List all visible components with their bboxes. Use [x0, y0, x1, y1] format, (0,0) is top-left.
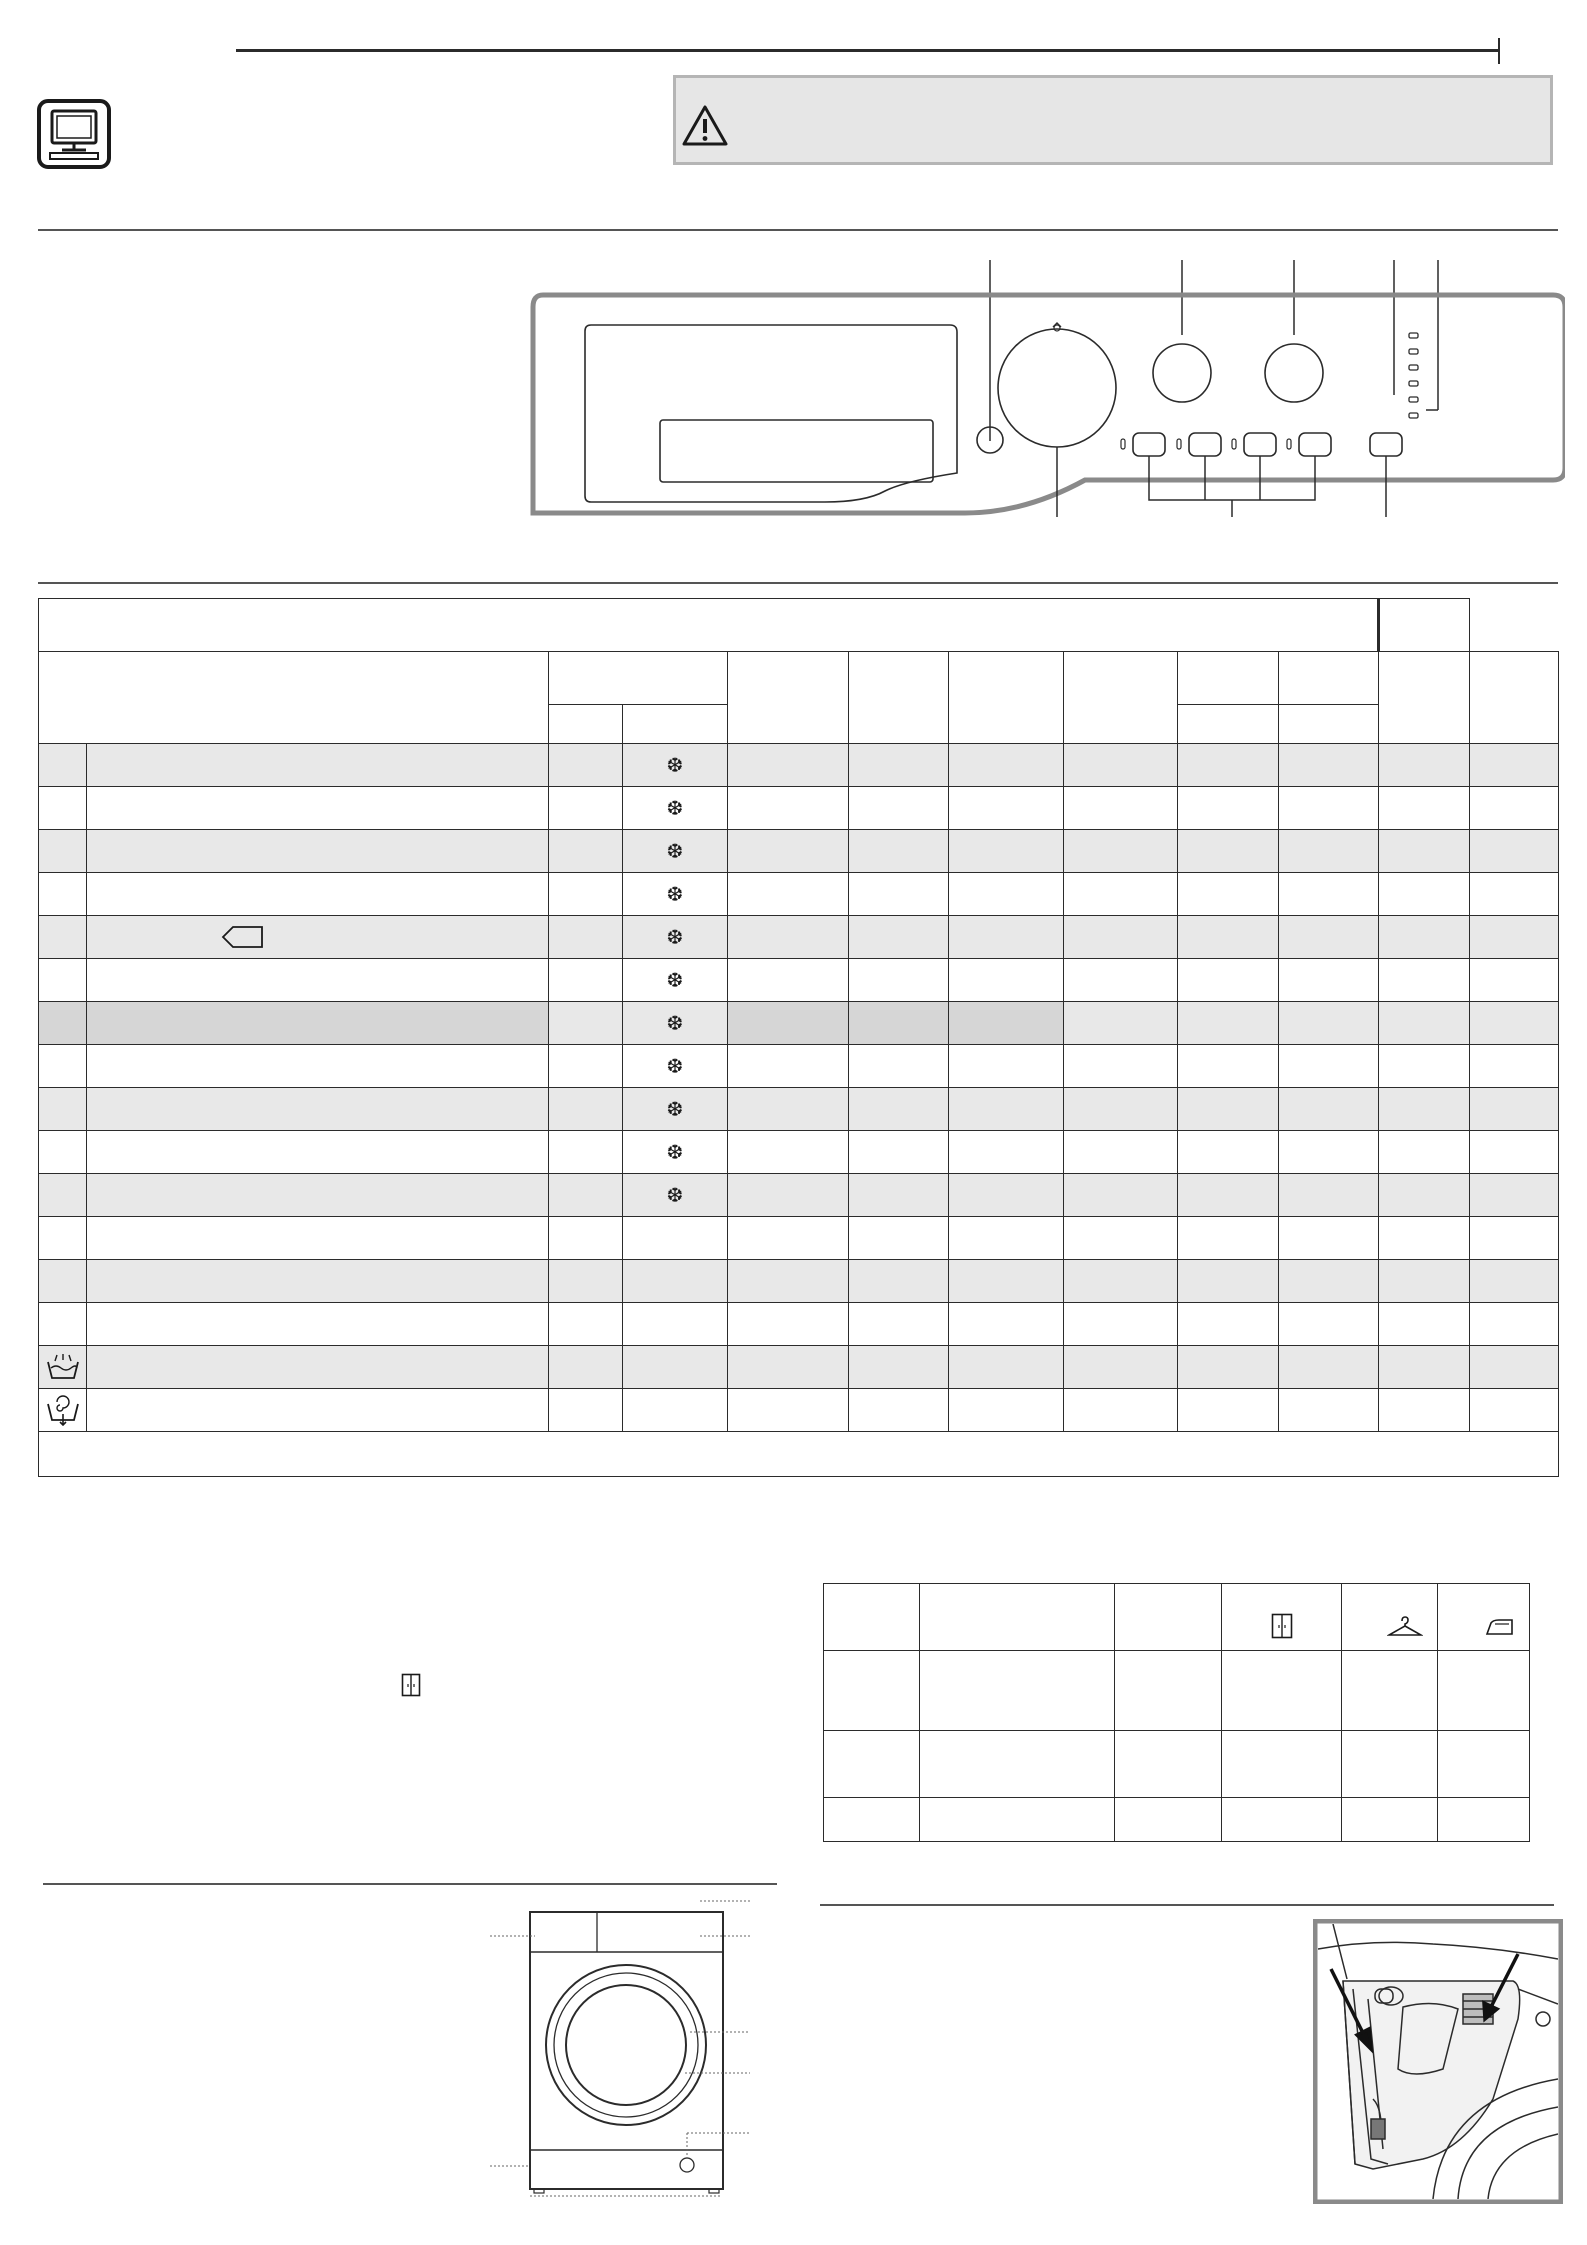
table-row: [39, 1174, 1559, 1217]
table-cell: [728, 1088, 849, 1131]
table-cell: [849, 1002, 949, 1045]
header-cell: [1279, 705, 1379, 744]
table-cell: [1470, 1346, 1559, 1389]
table-cell: [1379, 1303, 1470, 1346]
header-cell: [1279, 652, 1379, 705]
header-cell: [623, 705, 728, 744]
table-cell: [1178, 1131, 1279, 1174]
table-cell: [1379, 1174, 1470, 1217]
table-cell: [549, 916, 623, 959]
table-cell: [949, 1002, 1064, 1045]
table-row: [39, 1045, 1559, 1088]
rinse-icon: [45, 1352, 81, 1382]
snowflake-icon: ❆: [666, 1140, 684, 1164]
table-cell: [87, 1088, 549, 1131]
table-cell: [549, 1174, 623, 1217]
table-cell: [728, 1131, 849, 1174]
table-cell: [1470, 1303, 1559, 1346]
section-divider-4: [820, 1904, 1554, 1906]
table-cell: [87, 873, 549, 916]
table-cell: [1342, 1798, 1438, 1842]
table-cell: [1064, 1389, 1178, 1432]
header-cell: [1178, 705, 1279, 744]
top-rule-tick: [1498, 38, 1500, 64]
table-cell: [1178, 1389, 1279, 1432]
table-cell: [849, 1260, 949, 1303]
table-cell: [949, 1346, 1064, 1389]
table-cell: [728, 1174, 849, 1217]
table-cell: [1064, 787, 1178, 830]
table-cell: [549, 1346, 623, 1389]
table-cell: [1379, 1088, 1470, 1131]
table-row: [39, 1217, 1559, 1260]
snowflake-icon: ❆: [666, 968, 684, 992]
table-cell: [949, 1131, 1064, 1174]
table-cell: [1379, 1260, 1470, 1303]
table-cell: [849, 830, 949, 873]
table-cell: [728, 1002, 849, 1045]
table-cell: [1064, 1131, 1178, 1174]
snowflake-icon: ❆: [666, 925, 684, 949]
table-cell: [1279, 1346, 1379, 1389]
table-cell: [949, 916, 1064, 959]
table-cell: [1279, 1045, 1379, 1088]
monitor-icon: [36, 98, 112, 170]
table-cell: [849, 1303, 949, 1346]
table-cell: [39, 1260, 87, 1303]
table-cell: [728, 830, 849, 873]
table-cell: [1178, 873, 1279, 916]
table-cell: [1115, 1798, 1222, 1842]
table-cell: [87, 744, 549, 787]
header-cell: [39, 652, 549, 744]
header-cell: [39, 599, 1379, 652]
table-cell: [1064, 1346, 1178, 1389]
table-cell: [1438, 1651, 1530, 1731]
table-cell: [623, 1088, 728, 1131]
table-cell: [728, 873, 849, 916]
table-cell: [39, 744, 87, 787]
header-cell: [549, 652, 728, 705]
table-cell: [623, 1260, 728, 1303]
spin-drain-icon: [45, 1394, 81, 1426]
table-cell: [87, 1174, 549, 1217]
header-cell: [1470, 652, 1559, 744]
table-row: [39, 916, 1559, 959]
table-cell: [1438, 1584, 1530, 1651]
table-cell: [549, 959, 623, 1002]
table-cell: [549, 1303, 623, 1346]
table-cell: [728, 1303, 849, 1346]
table-cell: [623, 1303, 728, 1346]
table-cell: [1115, 1584, 1222, 1651]
table-cell: [1379, 1045, 1470, 1088]
table-cell: [39, 1002, 87, 1045]
table-row: [39, 1389, 1559, 1432]
table-cell: [1379, 1346, 1470, 1389]
drying-table: [823, 1583, 1530, 1842]
table-cell: [728, 959, 849, 1002]
label-tag-icon: [221, 924, 265, 950]
table-cell: [1178, 1260, 1279, 1303]
table-cell: [39, 873, 87, 916]
table-cell: [87, 1002, 549, 1045]
table-cell: [849, 1389, 949, 1432]
table-cell: [623, 1045, 728, 1088]
table-cell: [1279, 1217, 1379, 1260]
table-row: [39, 1303, 1559, 1346]
table-cell: [849, 1088, 949, 1131]
table-cell: [728, 1389, 849, 1432]
table-cell: [949, 1389, 1064, 1432]
table-cell: [824, 1651, 920, 1731]
table-row: [824, 1731, 1530, 1798]
table-cell: [1178, 959, 1279, 1002]
header-cell: [1064, 652, 1178, 744]
table-cell: [39, 916, 87, 959]
snowflake-icon: ❆: [666, 796, 684, 820]
table-cell: [1178, 1303, 1279, 1346]
table-cell: [849, 1131, 949, 1174]
section-divider-2: [38, 582, 1558, 584]
table-cell: [39, 1131, 87, 1174]
table-cell: [549, 873, 623, 916]
table-row: [39, 1088, 1559, 1131]
table-cell: [39, 1088, 87, 1131]
warning-triangle-icon: [681, 104, 729, 148]
table-cell: [728, 1217, 849, 1260]
snowflake-icon: ❆: [666, 1054, 684, 1078]
table-cell: [1279, 830, 1379, 873]
table-cell: [1342, 1584, 1438, 1651]
table-cell: [1178, 1217, 1279, 1260]
table-cell: [623, 787, 728, 830]
table-cell: [39, 787, 87, 830]
table-cell: [1470, 1088, 1559, 1131]
table-cell: [849, 873, 949, 916]
table-cell: [849, 1045, 949, 1088]
table-cell: [549, 1260, 623, 1303]
table-cell: [549, 1045, 623, 1088]
table-row: [39, 1346, 1559, 1389]
header-cell: [949, 652, 1064, 744]
table-cell: [623, 1174, 728, 1217]
table-cell: [1064, 1002, 1178, 1045]
control-panel-diagram: [525, 255, 1565, 535]
table-cell: [1064, 1260, 1178, 1303]
snowflake-icon: ❆: [666, 753, 684, 777]
table-cell: [1064, 1088, 1178, 1131]
table-cell: [549, 1088, 623, 1131]
table-cell: [549, 1389, 623, 1432]
table-row: [39, 1260, 1559, 1303]
table-cell: [949, 1088, 1064, 1131]
section-divider-1: [38, 229, 1558, 231]
table-cell: [1222, 1798, 1342, 1842]
table-cell: [623, 873, 728, 916]
iron-icon: [1485, 1617, 1515, 1637]
table-cell: [623, 1131, 728, 1174]
table-cell: [549, 744, 623, 787]
table-cell: [849, 1346, 949, 1389]
table-cell: [1470, 787, 1559, 830]
table-cell: [1379, 787, 1470, 830]
table-cell: [623, 959, 728, 1002]
table-cell: [949, 1217, 1064, 1260]
table-cell: [623, 1346, 728, 1389]
table-cell: [39, 959, 87, 1002]
table-cell: [1064, 1174, 1178, 1217]
snowflake-icon: ❆: [666, 1011, 684, 1035]
header-cell: [728, 652, 849, 744]
header-cell: [1379, 599, 1470, 652]
table-cell: [1279, 744, 1379, 787]
table-cell: [949, 830, 1064, 873]
table-cell: [623, 744, 728, 787]
table-cell: [949, 1303, 1064, 1346]
table-row: [824, 1651, 1530, 1731]
header-cell: [849, 652, 949, 744]
table-header-row-1: [39, 599, 1559, 652]
hanger-icon: [1387, 1615, 1423, 1639]
table-cell: [849, 959, 949, 1002]
table-cell: [1279, 787, 1379, 830]
table-cell: [949, 959, 1064, 1002]
table-cell: [87, 787, 549, 830]
table-cell: [1279, 1389, 1379, 1432]
table-cell: [1438, 1731, 1530, 1798]
table-cell: [920, 1651, 1115, 1731]
table-cell: [1064, 959, 1178, 1002]
table-cell: [1470, 1045, 1559, 1088]
table-cell: [1064, 744, 1178, 787]
table-cell: [87, 1389, 549, 1432]
table-cell: [39, 1346, 87, 1389]
table-cell: [1115, 1731, 1222, 1798]
table-cell: [1379, 1002, 1470, 1045]
table-cell: [1279, 1002, 1379, 1045]
table-cell: [39, 830, 87, 873]
table-cell: [549, 1131, 623, 1174]
table-cell: [549, 787, 623, 830]
table-cell: [549, 830, 623, 873]
programme-table: [38, 598, 1559, 1477]
table-cell: [949, 787, 1064, 830]
table-cell: [1279, 959, 1379, 1002]
cupboard-icon: [1271, 1613, 1293, 1639]
table-cell: [728, 744, 849, 787]
footer-cell: [39, 1432, 1559, 1477]
table-cell: [1178, 1088, 1279, 1131]
table-row: [39, 744, 1559, 787]
table-cell: [949, 744, 1064, 787]
table-cell: [1379, 830, 1470, 873]
table-cell: [1115, 1651, 1222, 1731]
table-cell: [1222, 1731, 1342, 1798]
table-cell: [1379, 744, 1470, 787]
table-cell: [728, 1346, 849, 1389]
table-row: [39, 1131, 1559, 1174]
table-cell: [949, 873, 1064, 916]
table-cell: [549, 1002, 623, 1045]
table-cell: [1342, 1651, 1438, 1731]
table-cell: [1379, 1389, 1470, 1432]
section-divider-3: [43, 1883, 777, 1885]
table-cell: [1064, 1217, 1178, 1260]
table-row: [39, 959, 1559, 1002]
table-cell: [1470, 1002, 1559, 1045]
table-cell: [1064, 830, 1178, 873]
table-cell: [87, 916, 549, 959]
table-cell: [849, 1174, 949, 1217]
table-cell: [1279, 1174, 1379, 1217]
top-rule: [236, 49, 1499, 52]
table-row: [39, 830, 1559, 873]
table-cell: [949, 1174, 1064, 1217]
table-cell: [1379, 1217, 1470, 1260]
table-cell: [1470, 1389, 1559, 1432]
table-cell: [87, 1346, 549, 1389]
table-header-row: [824, 1584, 1530, 1651]
table-cell: [1470, 744, 1559, 787]
table-cell: [87, 959, 549, 1002]
snowflake-icon: ❆: [666, 1097, 684, 1121]
table-cell: [623, 1217, 728, 1260]
table-row: [39, 787, 1559, 830]
table-cell: [849, 744, 949, 787]
table-cell: [1470, 1260, 1559, 1303]
table-cell: [87, 830, 549, 873]
snowflake-icon: ❆: [666, 1183, 684, 1207]
table-cell: [1178, 1346, 1279, 1389]
table-cell: [1470, 873, 1559, 916]
table-cell: [728, 1260, 849, 1303]
snowflake-icon: ❆: [666, 839, 684, 863]
table-cell: [1178, 916, 1279, 959]
table-cell: [824, 1731, 920, 1798]
table-cell: [87, 1131, 549, 1174]
table-cell: [1438, 1798, 1530, 1842]
table-cell: [1279, 1131, 1379, 1174]
table-cell: [728, 787, 849, 830]
header-cell: [1178, 652, 1279, 705]
table-cell: [949, 1260, 1064, 1303]
table-cell: [39, 1303, 87, 1346]
table-cell: [1064, 873, 1178, 916]
table-cell: [1279, 1088, 1379, 1131]
table-cell: [1178, 1045, 1279, 1088]
cupboard-icon: [401, 1673, 421, 1697]
table-cell: [1064, 1303, 1178, 1346]
table-cell: [87, 1260, 549, 1303]
table-cell: [39, 1045, 87, 1088]
table-cell: [920, 1798, 1115, 1842]
table-cell: [623, 1002, 728, 1045]
table-cell: [87, 1045, 549, 1088]
table-cell: [1379, 1131, 1470, 1174]
table-cell: [1470, 959, 1559, 1002]
table-cell: [1379, 959, 1470, 1002]
table-cell: [1178, 744, 1279, 787]
table-cell: [87, 1217, 549, 1260]
table-cell: [1178, 787, 1279, 830]
table-cell: [549, 1217, 623, 1260]
table-cell: [1279, 1303, 1379, 1346]
table-cell: [1470, 1217, 1559, 1260]
table-cell: [824, 1584, 920, 1651]
table-cell: [1279, 1260, 1379, 1303]
table-cell: [949, 1045, 1064, 1088]
table-cell: [1342, 1731, 1438, 1798]
table-cell: [1178, 1174, 1279, 1217]
table-cell: [1178, 830, 1279, 873]
table-cell: [849, 787, 949, 830]
table-cell: [920, 1584, 1115, 1651]
table-cell: [1470, 1174, 1559, 1217]
table-cell: [849, 916, 949, 959]
table-cell: [39, 1389, 87, 1432]
table-header-row-2: [39, 652, 1559, 705]
washing-machine-diagram: [490, 1893, 760, 2198]
table-row: [824, 1798, 1530, 1842]
table-footer-row: [39, 1432, 1559, 1477]
snowflake-icon: ❆: [666, 882, 684, 906]
table-cell: [728, 1045, 849, 1088]
table-cell: [728, 916, 849, 959]
table-cell: [849, 1217, 949, 1260]
table-cell: [920, 1731, 1115, 1798]
table-cell: [87, 1303, 549, 1346]
table-cell: [1178, 1002, 1279, 1045]
table-cell: [1222, 1584, 1342, 1651]
table-cell: [1279, 916, 1379, 959]
header-cell: [549, 705, 623, 744]
table-cell: [1470, 1131, 1559, 1174]
table-cell: [1379, 916, 1470, 959]
table-cell: [1279, 873, 1379, 916]
table-cell: [1470, 830, 1559, 873]
detergent-drawer-illustration: [1313, 1919, 1563, 2204]
warning-box: [673, 75, 1553, 165]
table-cell: [39, 1174, 87, 1217]
table-cell: [1064, 916, 1178, 959]
table-row: [39, 873, 1559, 916]
table-cell: [1379, 873, 1470, 916]
table-cell: [39, 1217, 87, 1260]
table-cell: [1222, 1651, 1342, 1731]
table-cell: [824, 1798, 920, 1842]
table-cell: [623, 830, 728, 873]
table-cell: [623, 1389, 728, 1432]
table-row: [39, 1002, 1559, 1045]
table-cell: [1470, 916, 1559, 959]
table-cell: [1064, 1045, 1178, 1088]
header-cell: [1379, 652, 1470, 744]
table-cell: [623, 916, 728, 959]
